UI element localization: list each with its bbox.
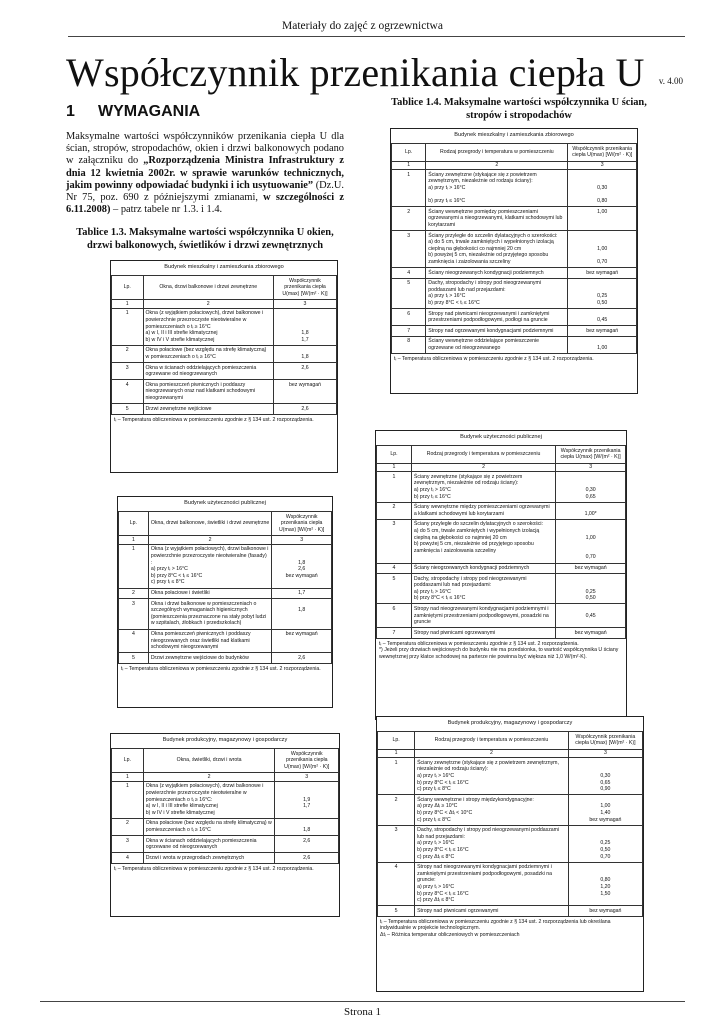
table-row (377, 563, 626, 574)
u-max-value: 1,8 (272, 599, 332, 629)
row-number: 4 (378, 862, 415, 906)
header-divider (68, 36, 685, 37)
partition-description: Okna połaciowe i świetliki (148, 588, 272, 599)
building-type-label: Budynek mieszkalny i zamieszkania zbiorowego (164, 264, 284, 270)
table-row (112, 380, 337, 404)
u-max-value: 0,30 0,80 (568, 170, 637, 207)
table-row (378, 758, 643, 795)
column-number: 2 (148, 536, 272, 545)
table-header-row (378, 731, 643, 749)
partition-description: Okna (z wyjątkiem połaciowych), drzwi balkonowe i powierzchnie przezroczyste nieotwieralne w pomieszczeniach o tᵢ ≥ 16°C a) w I, II i III strefie klimatycznej b) w IV i V strefie klimatycznej (143, 308, 274, 345)
partition-description: Ściany przyległe do szczelin dylatacyjnych o szerokości: a) do 5 cm, trwale zamkniętych i wypełnionych izolacją cieplną na głębokości co najmniej 20 cm b) powyżej 5 cm, niezależnie od przyjętego sposobu zamknięcia i zaizolowania szczeliny (411, 519, 555, 563)
partition-description: Stropy nad ogrzewanymi kondygnacjami podziemnymi (426, 326, 568, 337)
column-number-row (377, 463, 626, 472)
u-max-value: 1,8 (274, 345, 337, 362)
u-max-value: 2,6 (275, 836, 339, 853)
column-number: 2 (426, 161, 568, 170)
column-header: Okna, świetliki, drzwi i wrota (143, 748, 275, 773)
u-max-value: bez wymagań (568, 268, 637, 279)
row-number: 2 (377, 502, 412, 519)
table-row (392, 309, 637, 326)
u-max-value: bez wymagań (274, 380, 337, 404)
column-number: 3 (272, 536, 332, 545)
u-max-value: 0,30 0,65 0,90 (568, 758, 642, 795)
row-number: 4 (112, 380, 144, 404)
table-1-4-caption: Tablice 1.4. Maksymalne wartości współczynnika U ścian, stropów i stropodachów (391, 97, 647, 121)
table-row (112, 404, 337, 415)
u-max-value: 1,00 0,70 (568, 231, 637, 268)
partition-description: Dachy, stropodachy i stropy pod nieogrzewanymi poddaszami lub nad przejazdami: a) przy tᵢ > 16°C b) przy 8°C < tᵢ ≤ 16°C (426, 278, 568, 308)
partition-description: Ściany wewnętrzne oddzielające pomieszczenie ogrzewane od nieogrzewanego (426, 336, 568, 353)
table-1-3-caption: Tablice 1.3. Maksymalne wartości współczynnika U okien, drzwi balkonowych, świetlików i drzwi zewnętrznych (76, 227, 334, 251)
partition-description: Drzwi zewnętrzne wejściowe do budynków (148, 653, 272, 664)
partition-description: Ściany przyległe do szczelin dylatacyjnych o szerokości: a) do 5 cm, trwale zamkniętych i wypełnionych izolacją cieplną na głębokości co najmniej 20 cm b) powyżej 5 cm, niezależnie od przyjętego sposobu zamknięcia i zaizolowania szczeliny (426, 231, 568, 268)
row-number: 5 (112, 404, 144, 415)
table-walls-production (376, 716, 644, 992)
row-number: 5 (377, 574, 412, 604)
table-footnote: tᵢ – Temperatura obliczeniowa w pomieszczeniu zgodnie z § 134 ust. 2 rozporządzenia. *) Jeżeli przy drzwiach wejściowych do budynku nie ma przedsionka, to wartość współczynnika U ściany wewnętrznej przy klatce schodowej na parterze nie powinna być większa niż 1,0 W/(m²·K). (379, 640, 619, 661)
column-header: Lp. (112, 275, 144, 300)
table-footnote: tᵢ – Temperatura obliczeniowa w pomieszczeniu zgodnie z § 134 ust. 2 rozporządzenia. (394, 356, 594, 363)
column-number: 3 (568, 161, 637, 170)
column-header: Rodzaj przegrody i temperatura w pomieszczeniu (426, 143, 568, 161)
table-header-row (392, 143, 637, 161)
column-number: 1 (112, 300, 144, 309)
u-max-value: 1,7 (272, 588, 332, 599)
table-header-row (119, 511, 332, 536)
row-number: 1 (112, 308, 144, 345)
column-number: 3 (568, 749, 642, 758)
partition-description: Ściany zewnętrzne (stykające się z powietrzem zewnętrznym, niezależnie od rodzaju ściany): a) przy tᵢ > 16°C b) przy tᵢ ≤ 16°C (411, 472, 555, 502)
table-row (112, 345, 337, 362)
table-row (112, 818, 339, 835)
table-header-row (112, 748, 339, 773)
row-number: 2 (112, 818, 144, 835)
u-max-value: 2,6 (274, 404, 337, 415)
page-header: Materiały do zajęć z ogrzewnictwa (282, 20, 443, 32)
u-max-value: 1,8 2,6 bez wymagań (272, 544, 332, 588)
row-number: 5 (392, 278, 426, 308)
table-walls-public (375, 430, 627, 720)
column-header: Lp. (112, 748, 144, 773)
column-header: Rodzaj przegrody i temperatura w pomieszczeniu (411, 445, 555, 463)
u-max-value: bez wymagań (568, 906, 642, 917)
row-number: 3 (119, 599, 149, 629)
intro-text-2: (Dz.U. Nr 75, poz. 690 z późniejszymi zmianami, (66, 179, 344, 204)
u-max-value: 0,30 0,65 (556, 472, 626, 502)
building-type-label: Budynek użyteczności publicznej (184, 500, 266, 506)
table-row (119, 544, 332, 588)
partition-description: Okna połaciowe (bez względu na strefę klimatyczną) w pomieszczeniach o tᵢ ≥ 16°C (143, 345, 274, 362)
column-number: 1 (119, 536, 149, 545)
row-number: 3 (377, 519, 412, 563)
column-header: Lp. (378, 731, 415, 749)
partition-description: Ściany nieogrzewanych kondygnacji podziemnych (411, 563, 555, 574)
row-number: 1 (377, 472, 412, 502)
version-label: v. 4.00 (658, 76, 683, 86)
table-row (392, 336, 637, 353)
u-max-value: 0,45 (568, 309, 637, 326)
requirements-table (111, 275, 337, 415)
building-type-label: Budynek produkcyjny, magazynowy i gospodarczy (162, 737, 288, 743)
u-max-value: 1,00 1,40 bez wymagań (568, 795, 642, 825)
table-row (119, 599, 332, 629)
partition-description: Okna w ścianach oddzielających pomieszczenia ogrzewane od nieogrzewanych (143, 363, 274, 380)
u-max-value: 1,8 1,7 (274, 308, 337, 345)
row-number: 3 (112, 836, 144, 853)
section-number: 1 (66, 103, 75, 120)
column-header: Współczynnik przenikania ciepła U(max) [W/(m² · K)] (272, 511, 332, 536)
column-header: Lp. (392, 143, 426, 161)
row-number: 6 (377, 604, 412, 628)
column-number-row (119, 536, 332, 545)
u-max-value: 0,25 0,50 (568, 278, 637, 308)
table-walls-residential (390, 128, 638, 394)
row-number: 2 (112, 345, 144, 362)
table-footnote: tᵢ – Temperatura obliczeniowa w pomieszczeniu zgodnie z § 134 ust. 2 rozporządzenia. (121, 665, 321, 672)
row-number: 7 (377, 628, 412, 639)
building-type-label: Budynek użyteczności publicznej (460, 434, 542, 440)
partition-description: Okna i drzwi balkonowe w pomieszczeniach o szczególnych wymaganiach higienicznych (pomieszczenia przeznaczone na stały pobyt ludzi w szpitalach, żłobkach i przedszkolach) (148, 599, 272, 629)
table-footnote: tᵢ – Temperatura obliczeniowa w pomieszczeniu zgodnie z § 134 ust. 2 rozporządzenia lub określana indywidualnie w projekcie technologicznym. Δtᵢ – Różnica temperatur obliczeniowych w pomieszczeniach (380, 918, 611, 939)
partition-description: Okna pomieszczeń piwnicznych i poddaszy nieogrzewanych oraz świetliki nad klatkami schodowymi nieogrzewanymi (148, 629, 272, 653)
column-header: Współczynnik przenikania ciepła U(max) [W/(m² · K)] (556, 445, 626, 463)
partition-description: Ściany wewnętrzne pomiędzy pomieszczeniami ogrzewanymi a nieogrzewanymi, klatkami schodowymi lub korytarzami (426, 207, 568, 231)
column-header: Okna, drzwi balkonowe i drzwi zewnętrzne (143, 275, 274, 300)
column-header: Współczynnik przenikania ciepła U(max) [W/(m² · K)] (274, 275, 337, 300)
section-title: WYMAGANIA (98, 103, 201, 120)
table-header-row (377, 445, 626, 463)
partition-description: Stropy nad piwnicami ogrzewanymi (411, 628, 555, 639)
partition-description: Stropy nad piwnicami nieogrzewanymi i zamkniętymi przestrzeniami podpodłogowymi, podłogi na gruncie (426, 309, 568, 326)
table-row (378, 795, 643, 825)
requirements-table (118, 511, 332, 664)
u-max-value: 2,6 (272, 653, 332, 664)
row-number: 1 (112, 781, 144, 818)
column-number: 2 (411, 463, 555, 472)
u-max-value: 0,80 1,20 1,50 (568, 862, 642, 906)
table-row (378, 825, 643, 862)
table-row (392, 170, 637, 207)
u-max-value: 1,00 (568, 207, 637, 231)
table-windows-public (117, 496, 333, 708)
row-number: 3 (392, 231, 426, 268)
row-number: 8 (392, 336, 426, 353)
table-footnote: tᵢ – Temperatura obliczeniowa w pomieszczeniu zgodnie z § 134 ust. 2 rozporządzenia. (114, 865, 314, 872)
table-row (112, 781, 339, 818)
column-number: 1 (112, 773, 144, 782)
column-header: Współczynnik przenikania ciepła U(max) [W/(m² · K)] (568, 731, 642, 749)
u-max-value: 0,25 0,50 0,70 (568, 825, 642, 862)
row-number: 4 (377, 563, 412, 574)
table-row (392, 326, 637, 337)
row-number: 2 (119, 588, 149, 599)
partition-description: Stropy nad nieogrzewanymi kondygnacjami podziemnymi i zamkniętymi przestrzeniami podpodłogowymi, posadzki na gruncie (411, 604, 555, 628)
partition-description: Ściany wewnętrzne i stropy międzykondygnacyjne: a) przy Δtᵢ ≥ 10°C b) przy 8°C < Δtᵢ < 10°C c) przy tᵢ ≤ 8°C (415, 795, 569, 825)
partition-description: Okna (z wyjątkiem połaciowych), drzwi balkonowe i powierzchnie przezroczyste nieotwieralne (fasady) : a) przy tᵢ > 16°C b) przy 8°C < tᵢ ≤ 16°C c) przy tᵢ ≤ 8°C (148, 544, 272, 588)
table-row (378, 906, 643, 917)
row-number: 5 (119, 653, 149, 664)
partition-description: Ściany zewnętrzne (stykające się z powietrzem zewnętrznym, niezależnie od rodzaju ściany): a) przy tᵢ > 16°C b) przy tᵢ ≤ 16°C (426, 170, 568, 207)
table-windows-production (110, 733, 340, 917)
u-max-value: bez wymagań (272, 629, 332, 653)
partition-description: Dachy, stropodachy i stropy pod nieogrzewanymi poddaszami lub nad przejazdami: a) przy tᵢ > 16°C b) przy 8°C < tᵢ ≤ 16°C (411, 574, 555, 604)
requirements-table (391, 143, 637, 354)
table-row (119, 653, 332, 664)
table-row (112, 853, 339, 864)
amendment-date: w szczególności z 6.11.2008) (66, 192, 344, 216)
partition-description: Okna w ścianach oddzielających pomieszczenia ogrzewane od nieogrzewanych (143, 836, 275, 853)
row-number: 2 (378, 795, 415, 825)
u-max-value: bez wymagań (556, 563, 626, 574)
partition-description: Ściany nieogrzewanych kondygnacji podziemnych (426, 268, 568, 279)
u-max-value: 1,8 (275, 818, 339, 835)
row-number: 2 (392, 207, 426, 231)
row-number: 1 (119, 544, 149, 588)
table-row (119, 588, 332, 599)
row-number: 6 (392, 309, 426, 326)
partition-description: Stropy nad piwnicami ogrzewanymi (415, 906, 569, 917)
column-header: Rodzaj przegrody i temperatura w pomieszczeniu (415, 731, 569, 749)
table-row (112, 363, 337, 380)
column-number: 3 (274, 300, 337, 309)
column-number: 3 (556, 463, 626, 472)
building-type-label: Budynek mieszkalny i zamieszkania zbiorowego (454, 132, 574, 138)
page-title: Współczynnik przenikania ciepła U (66, 50, 645, 95)
row-number: 4 (112, 853, 144, 864)
u-max-value: 1,00 0,70 (556, 519, 626, 563)
intro-paragraph (66, 131, 344, 216)
column-header: Lp. (377, 445, 412, 463)
column-number: 2 (415, 749, 569, 758)
table-header-row (112, 275, 337, 300)
table-windows-residential (110, 260, 338, 473)
table-row (392, 268, 637, 279)
u-max-value: 2,6 (275, 853, 339, 864)
u-max-value: 2,6 (274, 363, 337, 380)
table-row (112, 836, 339, 853)
column-header: Współczynnik przenikania ciepła U(max) [W/(m² · K)] (275, 748, 339, 773)
partition-description: Ściany wewnętrzne między pomieszczeniami ogrzewanymi a klatkami schodowymi lub korytarzami (411, 502, 555, 519)
table-row (392, 231, 637, 268)
building-type-label: Budynek produkcyjny, magazynowy i gospodarczy (447, 720, 573, 726)
column-number: 1 (377, 463, 412, 472)
column-header: Okna, drzwi balkonowe, świetliki i drzwi zewnętrzne (148, 511, 272, 536)
column-number: 1 (392, 161, 426, 170)
u-max-value: 0,45 (556, 604, 626, 628)
intro-text-3: – patrz tabele nr 1.3. i 1.4. (110, 204, 223, 216)
column-header: Lp. (119, 511, 149, 536)
partition-description: Okna (z wyjątkiem połaciowych), drzwi balkonowe i powierzchnie przezroczyste nieotwieralne w pomieszczeniach o tᵢ ≥ 16°C: a) w I, II i III strefie klimatycznej b) w IV i V strefie klimatycznej (143, 781, 275, 818)
requirements-table (377, 731, 643, 917)
column-number: 2 (143, 773, 275, 782)
row-number: 1 (392, 170, 426, 207)
intro-text-1: Maksymalne wartości współczynników przenikania ciepła U dla ścian, stropów, stropodachów, okien i drzwi balkonowych podano w załączniku do (66, 131, 344, 167)
table-row (392, 278, 637, 308)
requirements-table (376, 445, 626, 639)
table-row (378, 862, 643, 906)
table-row (377, 472, 626, 502)
u-max-value: 0,25 0,50 (556, 574, 626, 604)
column-number: 2 (143, 300, 274, 309)
partition-description: Drzwi zewnętrzne wejściowe (143, 404, 274, 415)
u-max-value: 1,00* (556, 502, 626, 519)
partition-description: Okna połaciowe (bez względu na strefę klimatyczną) w pomieszczeniach o tᵢ ≥ 16°C (143, 818, 275, 835)
requirements-table (111, 748, 339, 864)
row-number: 4 (119, 629, 149, 653)
column-number-row (378, 749, 643, 758)
column-number: 1 (378, 749, 415, 758)
u-max-value: 1,9 1,7 (275, 781, 339, 818)
u-max-value: bez wymagań (556, 628, 626, 639)
row-number: 3 (112, 363, 144, 380)
row-number: 1 (378, 758, 415, 795)
table-footnote: tᵢ – Temperatura obliczeniowa w pomieszczeniu zgodnie z § 134 ust. 2 rozporządzenia. (114, 416, 314, 423)
table-row (119, 629, 332, 653)
partition-description: Okna pomieszczeń piwnicznych i poddaszy nieogrzewanych oraz nad klatkami schodowymi nieogrzewanymi (143, 380, 274, 404)
table-row (377, 502, 626, 519)
row-number: 4 (392, 268, 426, 279)
column-number-row (112, 773, 339, 782)
row-number: 5 (378, 906, 415, 917)
partition-description: Ściany zewnętrzne (stykające się z powietrzem zewnętrznym, niezależnie od rodzaju ściany): a) przy tᵢ > 16°C b) przy 8°C < tᵢ ≤ 16°C c) przy tᵢ ≤ 8°C (415, 758, 569, 795)
u-max-value: 1,00 (568, 336, 637, 353)
table-row (112, 308, 337, 345)
page-number: Strona 1 (344, 1006, 381, 1018)
column-number-row (112, 300, 337, 309)
table-row (392, 207, 637, 231)
table-row (377, 574, 626, 604)
u-max-value: bez wymagań (568, 326, 637, 337)
row-number: 3 (378, 825, 415, 862)
regulation-title: „Rozporządzenia Ministra Infrastruktury z dnia 12 kwietnia 2002r. w sprawie warunków technicznych, jakim powinny odpowiadać budynki i ich usytuowanie” (66, 155, 344, 191)
row-number: 7 (392, 326, 426, 337)
column-number-row (392, 161, 637, 170)
section-heading (66, 103, 200, 121)
table-row (377, 519, 626, 563)
partition-description: Dachy, stropodachy i stropy pod nieogrzewanymi poddaszami lub nad przejazdami: a) przy tᵢ > 16°C b) przy 8°C < tᵢ ≤ 16°C c) przy Δtᵢ ≤ 8°C (415, 825, 569, 862)
partition-description: Drzwi i wrota w przegrodach zewnętrznych (143, 853, 275, 864)
table-row (377, 604, 626, 628)
column-number: 3 (275, 773, 339, 782)
footer-divider (40, 1001, 685, 1002)
table-row (377, 628, 626, 639)
partition-description: Stropy nad nieogrzewanymi kondygnacjami podziemnymi i zamkniętymi przestrzeniami podpodłogowymi, posadzki na gruncie: a) przy tᵢ > 16°C b) przy 8°C < tᵢ ≤ 16°C c) przy Δtᵢ ≤ 8°C (415, 862, 569, 906)
column-header: Współczynnik przenikania ciepła U(max) [W/(m² · K)] (568, 143, 637, 161)
